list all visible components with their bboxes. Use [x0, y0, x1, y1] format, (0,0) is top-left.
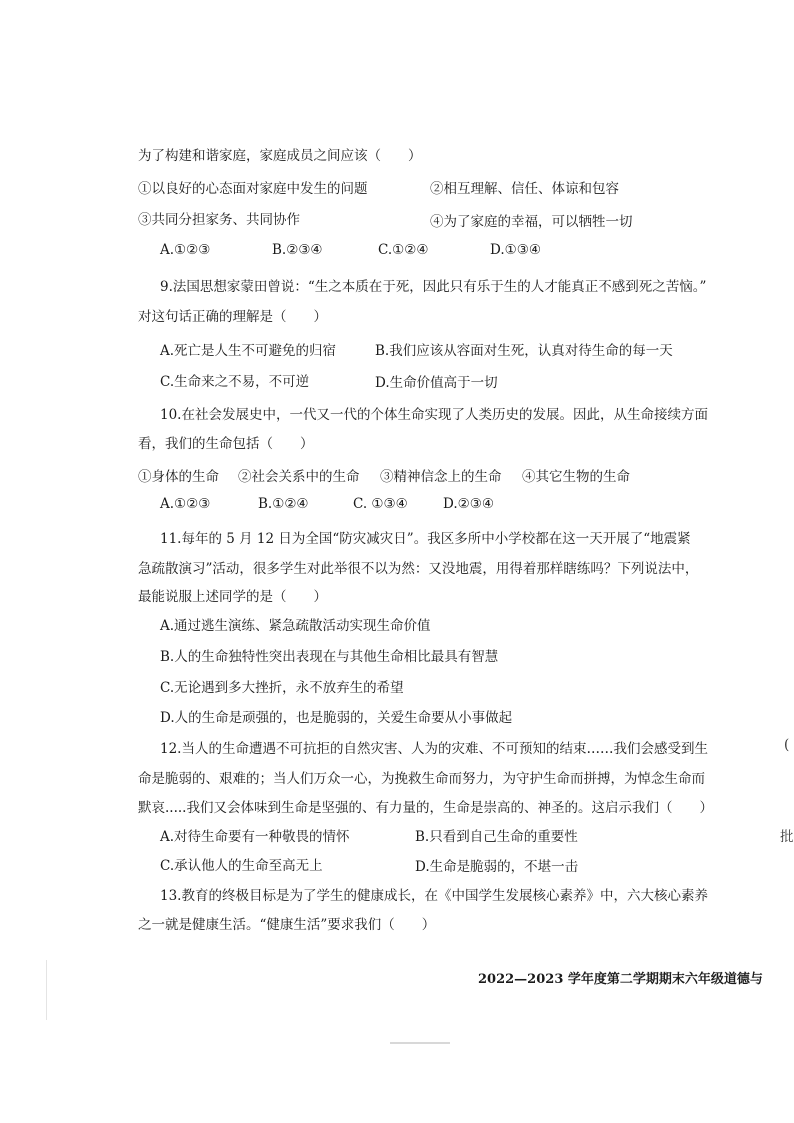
q11-option-b: B.人的生命独特性突出表现在与其他生命相比最具有智慧 [160, 649, 499, 665]
scan-speck [390, 1042, 450, 1044]
q12-stem-line1: 12.当人的生命遭遇不可抗拒的自然灾害、人为的灾难、不可预知的结束……我们会感受到生 [160, 741, 708, 757]
q8-item-4: ④为了家庭的幸福，可以牺牲一切 [430, 214, 633, 230]
edge-mark-char: 批 [780, 829, 794, 845]
q12-option-d: D.生命是脆弱的，不堪一击 [415, 859, 579, 875]
q9-option-a: A.死亡是人生不可避免的归宿 [160, 343, 337, 359]
q10-item-1: ①身体的生命 [138, 469, 219, 485]
q10-option-a: A.①②③ [160, 496, 211, 512]
q10-option-c: C. ①③④ [353, 496, 408, 512]
q8-option-a: A.①②③ [160, 242, 211, 258]
q12-stem-line3: 默哀.....我们又会体味到生命是坚强的、有力量的，生命是崇高的、神圣的。这启示我们（ ） [138, 800, 713, 816]
q8-option-b: B.②③④ [272, 242, 323, 258]
scan-speck [46, 960, 47, 1020]
q10-stem-line2: 看，我们的生命包括（ ） [138, 436, 314, 452]
q10-item-2: ②社会关系中的生命 [238, 469, 360, 485]
q9-option-d: D.生命价值高于一切 [375, 375, 498, 391]
q9-stem-line2: 对这句话正确的理解是（ ） [138, 309, 327, 325]
q12-option-c: C.承认他人的生命至高无上 [160, 858, 323, 874]
q8-option-d: D.①③④ [490, 242, 541, 258]
q9-option-c: C.生命来之不易，不可逆 [160, 374, 310, 390]
q8-option-c: C.①②④ [378, 242, 429, 258]
q8-item-1: ①以良好的心态面对家庭中发生的问题 [138, 181, 368, 197]
q11-stem-line3: 最能说服上述同学的是（ ） [138, 589, 327, 605]
q11-stem-line2: 急疏散演习”活动，很多学生对此举很不以为然：又没地震，用得着那样瞎练吗？下列说法中， [138, 561, 699, 577]
q10-stem-line1: 10.在社会发展史中，一代又一代的个体生命实现了人类历史的发展。因此，从生命接续方面 [160, 407, 708, 423]
q12-option-b: B.只看到自己生命的重要性 [415, 829, 578, 845]
q11-option-d: D.人的生命是顽强的，也是脆弱的，关爱生命要从小事做起 [160, 710, 513, 726]
q12-option-a: A.对待生命要有一种敬畏的情怀 [160, 829, 350, 845]
q8-stem: 为了构建和谐家庭，家庭成员之间应该（ ） [138, 148, 422, 164]
q13-stem-line2: 之一就是健康生活。“健康生活”要求我们（ ） [138, 917, 436, 933]
q11-option-c: C.无论遇到多大挫折，永不放弃生的希望 [160, 680, 404, 696]
q10-item-4: ④其它生物的生命 [522, 469, 630, 485]
q9-stem-line1: 9.法国思想家蒙田曾说：“生之本质在于死，因此只有乐于生的人才能真正不感到死之苦恼。” [160, 279, 707, 295]
edge-mark-paren: ( [784, 737, 790, 753]
q11-stem-line1: 11.每年的 5 月 12 日为全国“防灾减灾日”。我区多所中小学校都在这一天开展了“地震紧 [160, 531, 691, 547]
q10-option-d: D.②③④ [443, 496, 494, 512]
q10-item-3: ③精神信念上的生命 [380, 469, 502, 485]
q13-stem-line1: 13.教育的终极目标是为了学生的健康成长，在《中国学生发展核心素养》中，六大核心素养 [160, 888, 708, 904]
q9-option-b: B.我们应该从容面对生死，认真对待生命的每一天 [375, 343, 673, 359]
q10-option-b: B.①②④ [258, 496, 309, 512]
page-footer: 2022—2023 学年度第二学期期末六年级道德与 [478, 972, 763, 987]
q12-stem-line2: 命是脆弱的、艰难的；当人们万众一心，为挽救生命而努力，为守护生命而拼搏，为悼念生命而 [138, 771, 705, 787]
q8-item-2: ②相互理解、信任、体谅和包容 [430, 181, 619, 197]
q11-option-a: A.通过逃生演练、紧急疏散活动实现生命价值 [160, 618, 431, 634]
q8-item-3: ③共同分担家务、共同协作 [138, 212, 300, 228]
